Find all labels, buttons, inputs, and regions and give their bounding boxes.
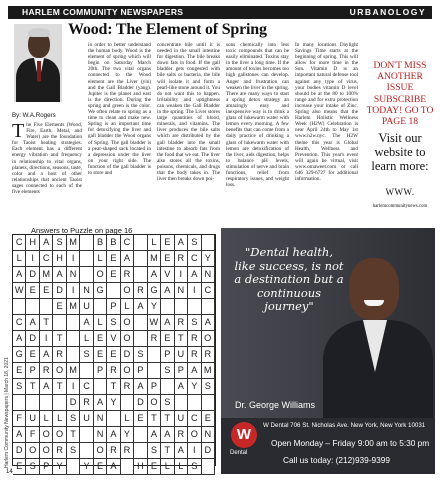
grid-cell: R (175, 427, 188, 443)
grid-cell (13, 299, 26, 315)
grid-cell: A (134, 379, 147, 395)
grid-cell: O (94, 443, 107, 459)
grid-cell (80, 363, 93, 379)
grid-cell: I (67, 379, 80, 395)
grid-cell: D (26, 267, 39, 283)
grid-cell: E (53, 299, 66, 315)
grid-cell: M (67, 363, 80, 379)
column-1-text: he Five Elements (Wood, Fire, Earth, Metal, and Water) are the foundation for Taoist healing strategies. Each element has a different energy vibration and frequency in relationship to vital organs, planets, directions, seasons, taste, color and a host of other relationships that ancient Taoist sages connected to each of the five elements (12, 122, 82, 196)
grid-cell: C (188, 251, 201, 267)
grid-cell: D (53, 283, 66, 299)
grid-cell: R (40, 363, 53, 379)
grid-cell: A (80, 315, 93, 331)
grid-cell: C (40, 251, 53, 267)
grid-cell: L (80, 331, 93, 347)
grid-cell (26, 299, 39, 315)
grid-cell (188, 395, 201, 411)
grid-cell: A (134, 299, 147, 315)
grid-cell: A (26, 315, 39, 331)
grid-cell (26, 395, 39, 411)
grid-cell: M (202, 363, 215, 379)
grid-cell: Y (188, 379, 201, 395)
grid-cell: E (161, 251, 174, 267)
grid-cell: T (161, 443, 174, 459)
grid-cell: S (107, 315, 120, 331)
grid-cell: E (107, 267, 120, 283)
www-text: WWW. (385, 187, 415, 198)
grid-cell (121, 395, 134, 411)
grid-cell: U (26, 411, 39, 427)
grid-cell (13, 395, 26, 411)
grid-cell: A (13, 427, 26, 443)
grid-cell (175, 395, 188, 411)
grid-cell: O (188, 427, 201, 443)
grid-cell: O (148, 395, 161, 411)
grid-cell: U (80, 411, 93, 427)
grid-cell: A (161, 427, 174, 443)
grid-cell (94, 379, 107, 395)
dental-ad (221, 228, 435, 474)
grid-cell: I (67, 283, 80, 299)
grid-cell: L (161, 459, 174, 475)
grid-cell: G (13, 347, 26, 363)
grid-cell: E (13, 459, 26, 475)
grid-cell: I (175, 267, 188, 283)
grid-cell: T (148, 411, 161, 427)
grid-cell: E (107, 347, 120, 363)
grid-cell: S (80, 347, 93, 363)
grid-cell: I (188, 443, 201, 459)
grid-cell (67, 315, 80, 331)
grid-cell: S (134, 347, 147, 363)
grid-cell: Y (202, 251, 215, 267)
grid-cell: E (94, 347, 107, 363)
grid-cell: R (80, 395, 93, 411)
grid-cell: S (53, 235, 66, 251)
grid-cell: B (107, 235, 120, 251)
grid-cell: T (107, 379, 120, 395)
grid-cell: E (107, 251, 120, 267)
grid-cell (202, 459, 215, 475)
grid-cell: A (175, 235, 188, 251)
grid-cell: O (121, 283, 134, 299)
crossword-grid (12, 234, 216, 471)
grid-cell (121, 459, 134, 475)
grid-cell: P (40, 459, 53, 475)
grid-cell: P (107, 299, 120, 315)
grid-cell: L (121, 299, 134, 315)
grid-cell: E (161, 331, 174, 347)
subscribe-ad (364, 60, 436, 209)
grid-cell: T (40, 315, 53, 331)
grid-cell: P (134, 363, 147, 379)
grid-cell (175, 299, 188, 315)
grid-cell (202, 395, 215, 411)
article-byline: By: W.A.Rogers (12, 112, 56, 119)
grid-cell: L (175, 459, 188, 475)
puzzle-title: Answers to Puzzle on page 16 (31, 226, 133, 235)
subscribe-text: DON'T MISS ANOTHER ISSUE SUBSCRIBE TODAY! GO TO PAGE 18 (366, 60, 434, 128)
grid-cell: L (94, 315, 107, 331)
grid-cell: A (148, 267, 161, 283)
grid-cell: R (202, 347, 215, 363)
grid-cell: O (202, 331, 215, 347)
side-caption (0, 300, 10, 470)
grid-cell: S (161, 395, 174, 411)
grid-cell: G (148, 283, 161, 299)
grid-cell: T (161, 411, 174, 427)
grid-cell: V (107, 331, 120, 347)
grid-cell: A (175, 443, 188, 459)
dental-logo-icon: W (231, 422, 257, 448)
grid-cell (148, 347, 161, 363)
grid-cell: E (148, 459, 161, 475)
grid-cell (134, 267, 147, 283)
drop-cap: T (12, 120, 25, 142)
doctor-photo (349, 258, 399, 320)
grid-cell: C (80, 379, 93, 395)
grid-cell: D (13, 443, 26, 459)
grid-cell: W (13, 283, 26, 299)
grid-cell: N (202, 267, 215, 283)
grid-cell: R (134, 283, 147, 299)
grid-cell: R (107, 363, 120, 379)
grid-cell: L (40, 411, 53, 427)
grid-cell (148, 363, 161, 379)
grid-cell (80, 251, 93, 267)
grid-cell: D (121, 347, 134, 363)
grid-cell: T (53, 379, 66, 395)
grid-cell: C (121, 235, 134, 251)
grid-cell: O (121, 331, 134, 347)
grid-cell: S (161, 363, 174, 379)
grid-cell: N (80, 283, 93, 299)
grid-cell: M (67, 235, 80, 251)
article-column-4: sons chemically into less toxic compounds that can be easily eliminated. Toxins stay in the liver a long time. If the amount of toxins becomes too high gallstones can develop. Anger and frustration can weaken the liver in the spring. There are many ways to start a spring detox strategy an amazingly easy and inexpensive way is to drink a glass of lukewarm water with lemon every morning. A few benefits that can come from a daily practice of drinking a glass of lukewarm water with lemon are detoxification of the liver, aids digestion, helps to balance pH levels, stimulation of nerve and brain functions, relief from respiratory issues, and weight loss. (226, 42, 289, 189)
grid-cell: R (121, 379, 134, 395)
grid-cell: T (53, 331, 66, 347)
grid-cell: F (13, 411, 26, 427)
grid-cell: R (175, 315, 188, 331)
grid-cell (53, 315, 66, 331)
grid-cell: O (94, 267, 107, 283)
grid-cell: U (175, 347, 188, 363)
grid-cell: S (67, 443, 80, 459)
grid-cell: R (53, 443, 66, 459)
grid-cell: A (53, 267, 66, 283)
grid-cell: O (26, 443, 39, 459)
grid-cell: R (121, 443, 134, 459)
grid-cell: A (107, 459, 120, 475)
grid-cell: G (94, 283, 107, 299)
article-title: Wood: The Element of Spring (68, 21, 267, 38)
grid-cell: M (67, 299, 80, 315)
grid-cell: A (94, 395, 107, 411)
grid-cell: S (13, 379, 26, 395)
grid-cell (134, 235, 147, 251)
author-photo (14, 24, 62, 102)
grid-cell: Y (148, 299, 161, 315)
grid-cell: E (26, 347, 39, 363)
grid-cell: T (26, 379, 39, 395)
article-column-5: In many locations Daylight Savings Time starts at the beginning of spring. This will allow for more time in the Sun. Vitamin D is an important natural defense tool against any type of virus, your bodies vitamin D level should be at the 80 to 100% range and for extra protection increase your intake of Zinc. Spring also means that the Harlem Holistic Wellness Week (H2W) Celebration is near April 24th to May 1st www.h2w.nyc. The H2W theme this year is Global Health, Wellness and Prevention. This year's event will again be virtual, visit www.omaweet.com or call 646 329-6727 for additional information. (295, 42, 358, 183)
grid-cell: P (26, 363, 39, 379)
grid-cell: B (94, 235, 107, 251)
grid-cell: E (26, 283, 39, 299)
grid-cell: V (161, 267, 174, 283)
grid-cell: A (40, 379, 53, 395)
grid-cell (134, 315, 147, 331)
grid-cell (80, 235, 93, 251)
grid-cell: O (53, 427, 66, 443)
grid-cell: C (13, 235, 26, 251)
grid-cell: D (26, 331, 39, 347)
newspaper-header (8, 6, 432, 19)
grid-cell: E (161, 235, 174, 251)
grid-cell (134, 427, 147, 443)
grid-cell: A (121, 251, 134, 267)
grid-cell: O (121, 315, 134, 331)
grid-cell: H (134, 459, 147, 475)
page-number: 14 (6, 469, 13, 475)
grid-cell (40, 395, 53, 411)
grid-cell (188, 299, 201, 315)
grid-cell: M (148, 251, 161, 267)
grid-cell (134, 443, 147, 459)
grid-cell: P (175, 363, 188, 379)
grid-cell: N (94, 427, 107, 443)
grid-cell: S (188, 235, 201, 251)
grid-cell: R (107, 443, 120, 459)
grid-cell: T (175, 331, 188, 347)
grid-cell (134, 331, 147, 347)
grid-cell: Y (107, 395, 120, 411)
grid-cell: R (175, 251, 188, 267)
grid-cell: P (161, 347, 174, 363)
grid-cell: A (202, 315, 215, 331)
grid-cell: A (148, 427, 161, 443)
grid-cell: S (67, 411, 80, 427)
grid-cell: W (148, 315, 161, 331)
ad-phone: Call us today: (212)939-9399 (283, 455, 391, 465)
grid-cell: A (175, 379, 188, 395)
grid-cell (40, 299, 53, 315)
article-column-3: concentrate bile until it is needed in the small intestine for digestion. The bile breaks down fats in food. If the gall bladder gets congested with bile salts or bacteria, the bile will isolate it and form a pearl-like stone around it. You do not want this to happen. Irritability and uptightness can weaken the Gall Bladder in the spring. The Liver stores large quantities of blood, minerals, and vitamins. The liver produces the bile salts which are distributed by the gall bladder into the small intestine to absorb fats from the food that we eat. The liver also stores all the toxins, poisons, chemicals, and drugs that the body takes in. The liver then breaks down poi- (157, 42, 220, 183)
grid-cell: D (202, 443, 215, 459)
article-column-1 (12, 122, 82, 195)
grid-cell (161, 299, 174, 315)
grid-cell: I (188, 283, 201, 299)
grid-cell: N (67, 267, 80, 283)
ad-quote: "Dental health, like success, is not a destination but a continuous journey" (234, 245, 344, 313)
grid-cell: T (67, 427, 80, 443)
dental-logo-text: Dental (230, 450, 248, 456)
grid-cell (67, 459, 80, 475)
grid-cell: L (13, 251, 26, 267)
grid-cell: S (188, 459, 201, 475)
grid-cell: O (40, 443, 53, 459)
ad-address: W Dental 706 St. Nicholas Ave. New York, New York 10031 (263, 422, 426, 429)
grid-cell: S (188, 315, 201, 331)
grid-cell: C (188, 411, 201, 427)
grid-cell: N (175, 283, 188, 299)
grid-cell (107, 411, 120, 427)
newspaper-name: HARLEM COMMUNITY NEWSPAPERS (22, 7, 184, 17)
visit-website-text: Visit our website to learn more: (371, 131, 429, 174)
grid-cell: S (26, 459, 39, 475)
grid-cell: H (53, 251, 66, 267)
grid-cell: A (161, 283, 174, 299)
grid-cell: O (121, 363, 134, 379)
section-name: URBANOLOGY (349, 7, 426, 17)
grid-cell: R (53, 347, 66, 363)
grid-cell (94, 299, 107, 315)
grid-cell: U (175, 411, 188, 427)
website-url[interactable]: harlemcommunitynews.com (372, 204, 428, 210)
grid-cell: R (121, 267, 134, 283)
grid-cell: Y (121, 427, 134, 443)
ad-hours: Open Monday – Friday 9:00 am to 5:30 pm (271, 438, 430, 448)
grid-cell: A (40, 235, 53, 251)
grid-cell: E (202, 411, 215, 427)
grid-cell: A (13, 267, 26, 283)
grid-cell: E (13, 363, 26, 379)
grid-cell: L (121, 411, 134, 427)
grid-cell: P (94, 363, 107, 379)
article-column-2: in order to better understand the human body. Wood is the element of spring which will begin on Saturday March 20th. The two vital organs connected to the Wood element are the Liver (yin) and the Gall Bladder (yang). Jupiter is the planet and east is the direction. During the spring and green is the color. We often relate to spring as a time to clean and make new. Spring is an important time for detoxifying the liver and gall bladder the Wood organs of Spring. The gall bladder is a pear-shaped sack located in a depression under the liver on your right side. The function of the gall bladder is to store and (88, 42, 151, 176)
grid-cell (80, 443, 93, 459)
grid-cell: I (40, 331, 53, 347)
grid-cell (107, 283, 120, 299)
grid-cell: S (148, 443, 161, 459)
grid-cell: A (188, 267, 201, 283)
grid-cell: C (13, 315, 26, 331)
grid-cell: R (188, 331, 201, 347)
grid-cell: R (188, 347, 201, 363)
grid-cell (134, 251, 147, 267)
grid-cell (80, 427, 93, 443)
grid-cell: E (134, 411, 147, 427)
grid-cell: A (40, 347, 53, 363)
side-caption-text: Harlem Community Newspapers | March 18, 2021 (4, 357, 10, 468)
grid-cell: A (188, 363, 201, 379)
grid-cell: M (40, 267, 53, 283)
grid-cell: O (40, 427, 53, 443)
grid-cell: L (53, 411, 66, 427)
grid-cell: Y (80, 459, 93, 475)
grid-cell: D (67, 395, 80, 411)
grid-cell: E (94, 331, 107, 347)
grid-cell: R (148, 331, 161, 347)
grid-cell (80, 267, 93, 283)
grid-cell: C (202, 283, 215, 299)
grid-cell: U (80, 299, 93, 315)
grid-cell (161, 379, 174, 395)
grid-cell: O (53, 363, 66, 379)
grid-cell: E (94, 459, 107, 475)
grid-cell (67, 347, 80, 363)
grid-cell: S (202, 379, 215, 395)
grid-cell: Y (53, 459, 66, 475)
grid-cell: E (40, 283, 53, 299)
grid-cell: H (26, 235, 39, 251)
grid-cell: A (13, 331, 26, 347)
grid-cell: I (26, 251, 39, 267)
grid-cell: N (94, 411, 107, 427)
grid-cell: L (148, 235, 161, 251)
grid-cell: I (67, 251, 80, 267)
grid-cell: F (26, 427, 39, 443)
grid-cell: D (134, 395, 147, 411)
grid-cell (53, 395, 66, 411)
doctor-name: Dr. George Williams (235, 400, 316, 410)
grid-cell: A (107, 427, 120, 443)
grid-cell (202, 235, 215, 251)
grid-cell: A (161, 315, 174, 331)
grid-cell (202, 299, 215, 315)
grid-cell (67, 331, 80, 347)
grid-cell: L (94, 251, 107, 267)
grid-cell: P (148, 379, 161, 395)
grid-cell: N (202, 427, 215, 443)
